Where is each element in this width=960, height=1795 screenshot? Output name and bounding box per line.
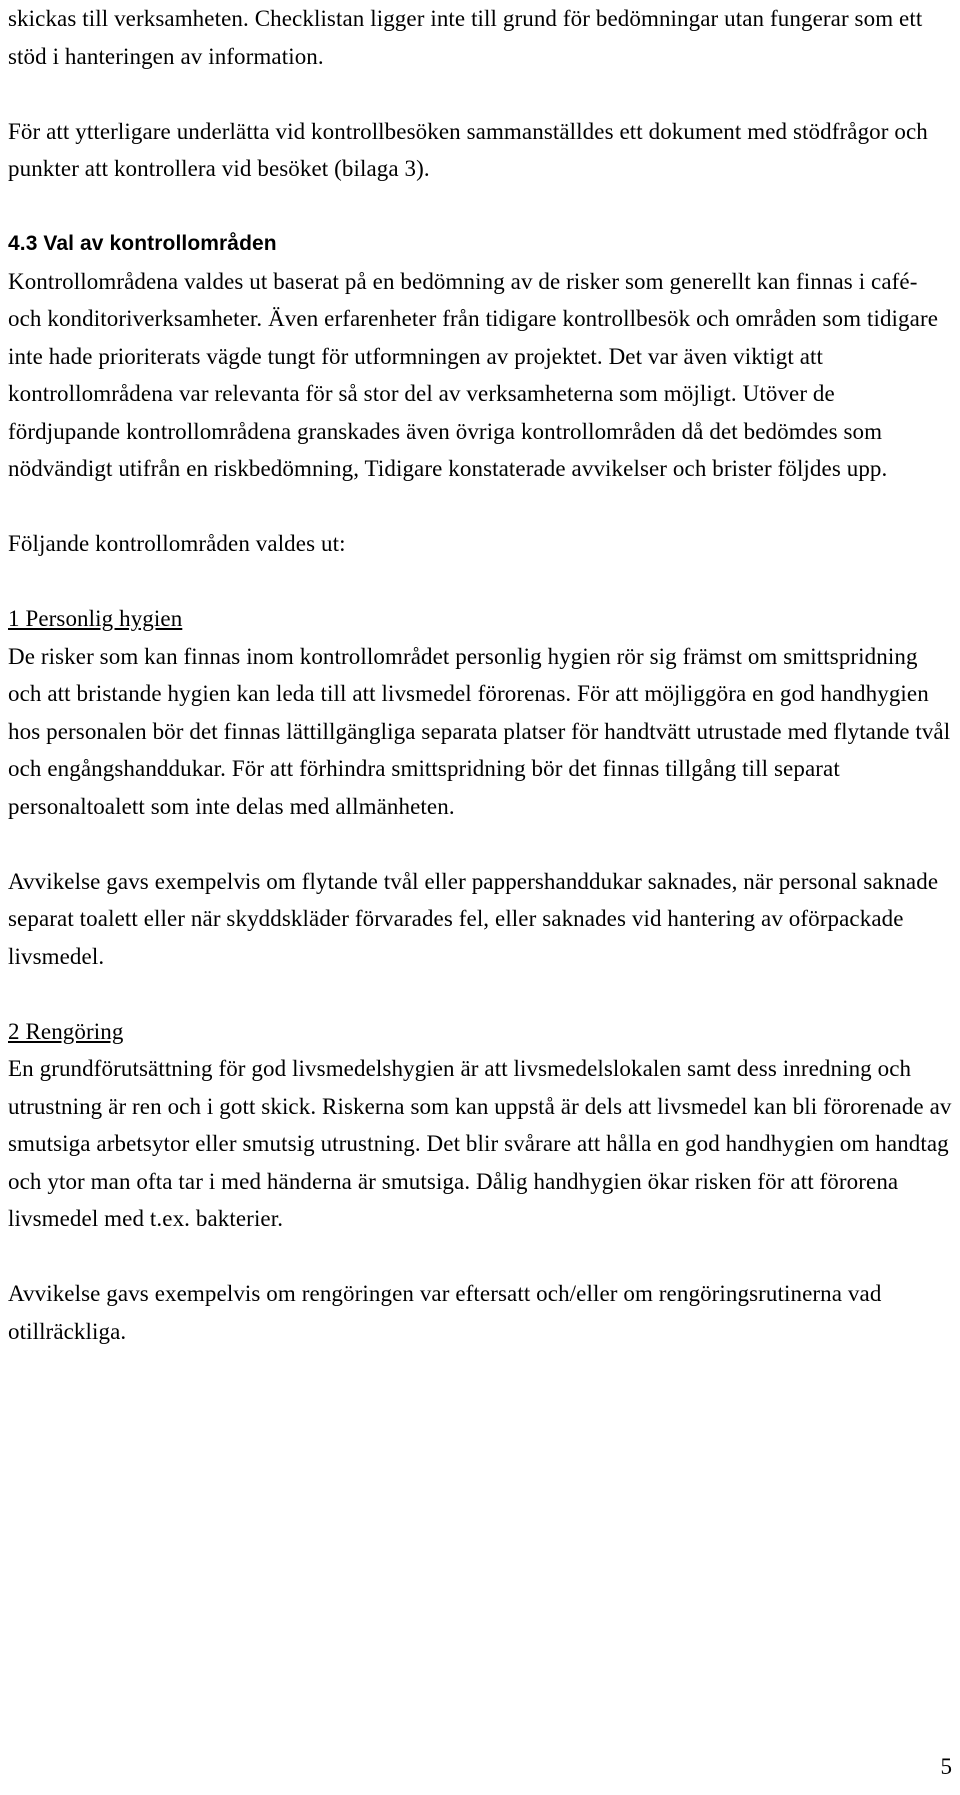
paragraph-gap <box>8 75 952 113</box>
section-heading: 4.3 Val av kontrollområden <box>8 232 277 255</box>
section-lead: Följande kontrollområden valdes ut: <box>8 531 346 556</box>
area-deviation-cleaning: Avvikelse gavs exempelvis om rengöringen var eftersatt och/eller om rengöringsrutinerna vad otillräckliga. <box>8 1281 882 1344</box>
paragraph-gap <box>8 1238 952 1276</box>
intro-paragraph-1: skickas till verksamheten. Checklistan ligger inte till grund för bedömningar utan fungerar som ett stöd i hanteringen av information. <box>8 6 923 69</box>
page-number: 5 <box>940 1754 952 1779</box>
section-body: Kontrollområdena valdes ut baserat på en bedömning av de risker som generellt kan finnas i café- och konditoriverksamheter. Även erfarenheter från tidigare kontrollbesök och områden som tidigare inte hade prioriterats vägde tungt för utformningen av projektet. Det var även viktigt att kontrollområdena var relevanta för så stor del av verksamheterna som möjligt. Utöver de fördjupande kontrollområdena granskades även övriga kontrollområden då det bedömdes som nödvändigt utifrån en riskbedömning, Tidigare konstaterade avvikelser och brister följdes upp. <box>8 268 939 481</box>
area-title-cleaning: 2 Rengöring <box>8 1018 124 1044</box>
paragraph-gap <box>8 563 952 601</box>
paragraph-gap <box>8 188 952 226</box>
area-body-cleaning: En grundförutsättning för god livsmedelshygien är att livsmedelslokalen samt dess inredning och utrustning är ren och i gott skick. Riskerna som kan uppstå är dels att livsmedel kan bli förorenade av smutsiga arbetsytor eller smutsig utrustning. Det blir svårare att hålla en god handhygien om handtag och ytor man ofta tar i med händerna är smutsiga. Dålig handhygien ökar risken för att förorena livsmedel med t.ex. bakterier. <box>8 1056 952 1231</box>
paragraph-gap <box>8 488 952 526</box>
paragraph-gap <box>8 825 952 863</box>
area-title-personal-hygiene: 1 Personlig hygien <box>8 606 183 631</box>
document-body <box>8 0 952 1350</box>
area-body-personal-hygiene: De risker som kan finnas inom kontrollområdet personlig hygien rör sig främst om smittspridning och att bristande hygien kan leda till att livsmedel förorenas. För att möjliggöra en god handhygien hos personalen bör det finnas lättillgängliga separata platser för handtvätt utrustade med flytande tvål och engångshanddukar. För att förhindra smittspridning bör det finnas tillgång till separat personaltoalett som inte delas med allmänheten. <box>8 643 951 819</box>
paragraph-gap <box>8 975 952 1013</box>
area-deviation-personal-hygiene: Avvikelse gavs exempelvis om flytande tvål eller pappershanddukar saknades, när personal saknade separat toalett eller när skyddskläder förvarades fel, eller saknades vid hantering av oförpackade livsmedel. <box>8 868 939 969</box>
intro-paragraph-2: För att ytterligare underlätta vid kontrollbesöken sammanställdes ett dokument med stödfrågor och punkter att kontrollera vid besöket (bilaga 3). <box>8 118 928 181</box>
